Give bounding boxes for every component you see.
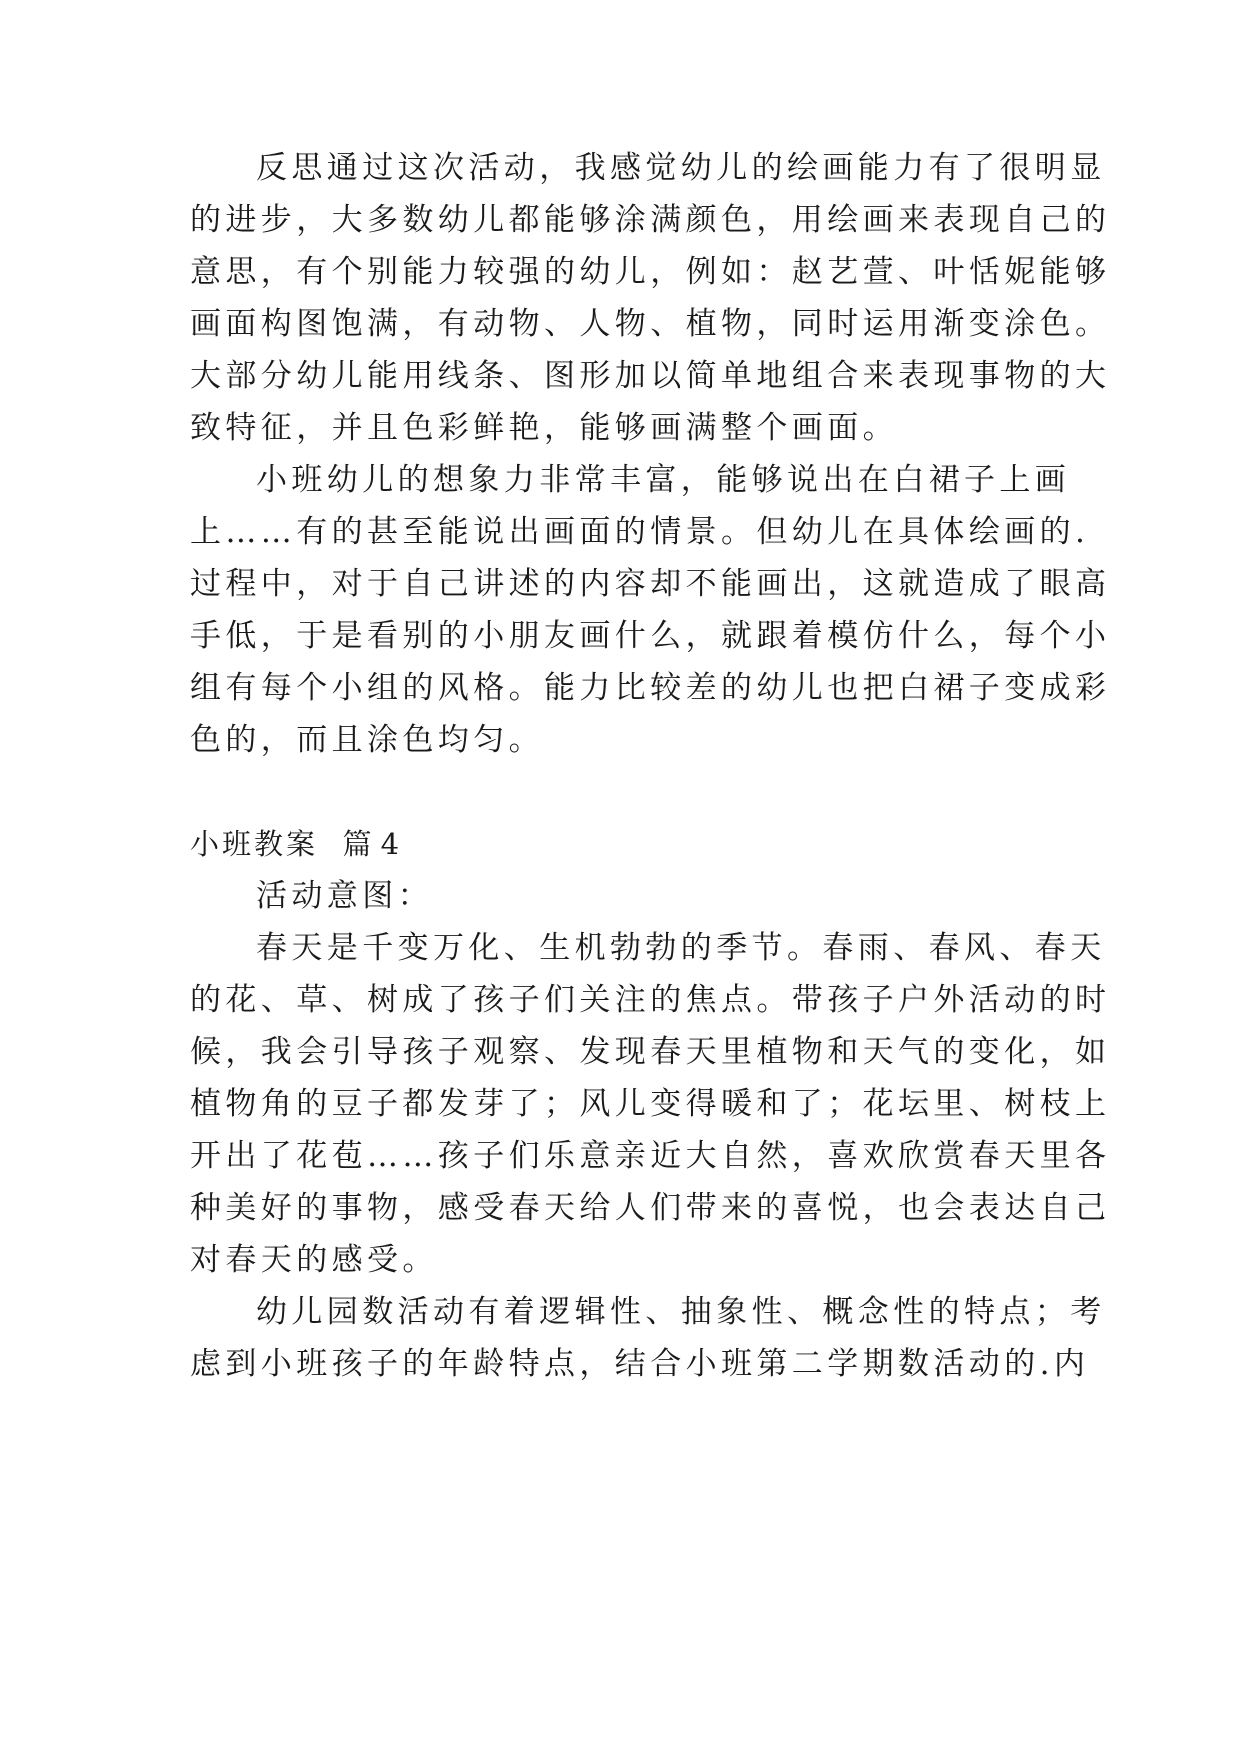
paragraph-line: 反思通过这次活动，我感觉幼儿的绘画能力有了很明显	[256, 150, 1106, 186]
paragraph-line: 组有每个小组的风格。能力比较差的幼儿也把白裙子变成彩	[190, 670, 1111, 706]
paragraph-line: 小班幼儿的想象力非常丰富，能够说出在白裙子上画	[256, 462, 1071, 498]
paragraph-line: 春天是千变万化、生机勃勃的季节。春雨、春风、春天	[256, 930, 1106, 966]
paragraph-line: 大部分幼儿能用线条、图形加以简单地组合来表现事物的大	[190, 358, 1111, 394]
paragraph-line: 种美好的事物，感受春天给人们带来的喜悦，也会表达自己	[190, 1190, 1111, 1226]
paragraph-line: 的花、草、树成了孩子们关注的焦点。带孩子户外活动的时	[190, 982, 1111, 1018]
sub-heading: 活动意图：	[256, 878, 433, 914]
paragraph-line: 画面构图饱满，有动物、人物、植物，同时运用渐变涂色。	[190, 306, 1111, 342]
paragraph-line: 的进步，大多数幼儿都能够涂满颜色，用绘画来表现自己的	[190, 202, 1111, 238]
paragraph-line: 过程中，对于自己讲述的内容却不能画出，这就造成了眼高	[190, 566, 1111, 602]
paragraph-line: 致特征，并且色彩鲜艳，能够画满整个画面。	[190, 410, 898, 446]
section-heading-number: 篇 4	[342, 827, 400, 861]
paragraph-line: 开出了花苞……孩子们乐意亲近大自然，喜欢欣赏春天里各	[190, 1138, 1111, 1174]
paragraph-line: 候，我会引导孩子观察、发现春天里植物和天气的变化，如	[190, 1034, 1111, 1070]
paragraph-line: 植物角的豆子都发芽了；风儿变得暖和了；花坛里、树枝上	[190, 1086, 1111, 1122]
paragraph-line: 色的，而且涂色均匀。	[190, 722, 544, 758]
paragraph-line: 虑到小班孩子的年龄特点，结合小班第二学期数活动的.内	[190, 1346, 1090, 1382]
paragraph-line: 上……有的甚至能说出画面的情景。但幼儿在具体绘画的.	[190, 514, 1090, 550]
section-heading-title: 小班教案	[190, 827, 319, 861]
paragraph-line: 对春天的感受。	[190, 1242, 438, 1278]
paragraph-line: 手低，于是看别的小朋友画什么，就跟着模仿什么，每个小	[190, 618, 1111, 654]
paragraph-line: 幼儿园数活动有着逻辑性、抽象性、概念性的特点；考	[256, 1294, 1106, 1330]
section-heading	[190, 824, 399, 864]
paragraph-line: 意思，有个别能力较强的幼儿，例如：赵艺萱、叶恬妮能够	[190, 254, 1111, 290]
